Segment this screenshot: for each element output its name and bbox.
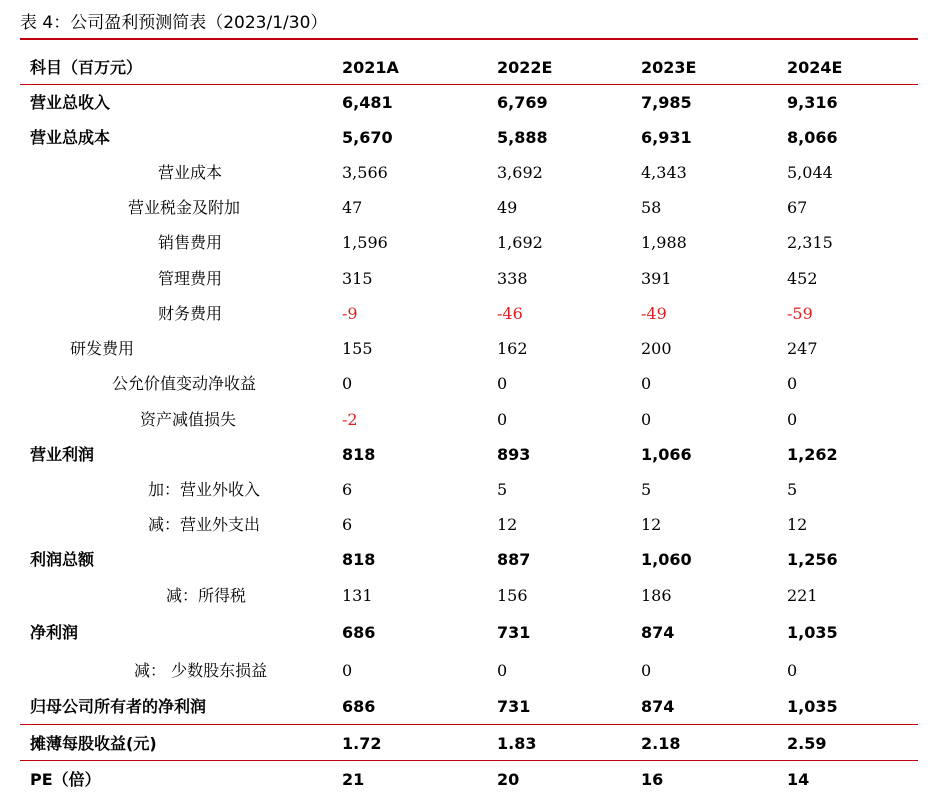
table-row: [0, 762, 938, 797]
row-value: 2.18: [641, 734, 681, 753]
row-value: -46: [497, 304, 523, 323]
row-value: 200: [641, 339, 672, 358]
table-row: [0, 296, 938, 331]
row-value: 1,692: [497, 233, 543, 252]
row-value: 1,262: [787, 445, 838, 464]
row-value: 0: [641, 374, 652, 393]
header-year: 2023E: [641, 58, 697, 77]
row-value: 5,888: [497, 128, 548, 147]
row-value: 5: [497, 480, 508, 499]
table-row: [0, 402, 938, 437]
row-value: 391: [641, 269, 672, 288]
header-year: 2022E: [497, 58, 553, 77]
row-value: 731: [497, 697, 531, 716]
table-row: [0, 615, 938, 650]
table-row: [0, 366, 938, 401]
table-row: [0, 507, 938, 542]
row-value: 893: [497, 445, 531, 464]
row-value: 818: [342, 445, 376, 464]
row-value: 12: [497, 515, 518, 534]
row-value: 0: [787, 661, 798, 680]
row-value: 1,988: [641, 233, 687, 252]
row-value: 2.59: [787, 734, 827, 753]
row-value: 818: [342, 550, 376, 569]
row-value: 12: [787, 515, 808, 534]
row-value: 4,343: [641, 163, 687, 182]
row-value: 1,035: [787, 623, 838, 642]
row-value: 5,044: [787, 163, 833, 182]
row-value: 9,316: [787, 93, 838, 112]
row-value: 6: [342, 515, 353, 534]
row-value: 874: [641, 697, 675, 716]
row-value: 5,670: [342, 128, 393, 147]
table-row: [0, 85, 938, 120]
row-label: 财务费用: [158, 304, 223, 323]
row-value: 3,566: [342, 163, 388, 182]
row-value: 16: [641, 770, 664, 789]
table-row: [0, 120, 938, 155]
table-row: [0, 155, 938, 190]
row-value: 6,481: [342, 93, 393, 112]
table-row: [0, 331, 938, 366]
row-label: 减：营业外支出: [148, 515, 261, 534]
row-value: 686: [342, 623, 376, 642]
row-value: 1.83: [497, 734, 537, 753]
row-value: 6,931: [641, 128, 692, 147]
row-value: 0: [342, 374, 353, 393]
row-value: 6: [342, 480, 353, 499]
row-label: 资产减值损失: [140, 410, 237, 429]
row-value: 0: [641, 410, 652, 429]
row-value: 0: [787, 374, 798, 393]
row-label: 营业总收入: [30, 93, 111, 112]
table-row: [0, 437, 938, 472]
table-row: [0, 225, 938, 260]
row-value: 2,315: [787, 233, 833, 252]
row-label: 减：所得税: [166, 586, 247, 605]
table-row: [0, 726, 938, 761]
row-value: 1,596: [342, 233, 388, 252]
row-value: 21: [342, 770, 365, 789]
row-value: 1,035: [787, 697, 838, 716]
header-label: 科目（百万元）: [30, 58, 143, 77]
table-title: 表 4：公司盈利预测简表（2023/1/30）: [20, 13, 328, 33]
row-label: 营业总成本: [30, 128, 111, 147]
table-row: [0, 542, 938, 577]
row-value: 0: [787, 410, 798, 429]
row-label: 销售费用: [158, 233, 223, 252]
row-value: 0: [497, 410, 508, 429]
eps-top-rule: [20, 724, 918, 725]
row-label: 营业利润: [30, 445, 95, 464]
row-value: 155: [342, 339, 373, 358]
row-label: 管理费用: [158, 269, 223, 288]
header-year: 2021A: [342, 58, 399, 77]
table-row: [0, 578, 938, 613]
row-value: 8,066: [787, 128, 838, 147]
row-value: 12: [641, 515, 662, 534]
row-value: 452: [787, 269, 818, 288]
row-value: 67: [787, 198, 808, 217]
row-label: 减： 少数股东损益: [134, 661, 268, 680]
table-row: [0, 261, 938, 296]
row-value: 3,692: [497, 163, 543, 182]
row-value: 1,060: [641, 550, 692, 569]
row-value: -49: [641, 304, 667, 323]
row-value: 1,256: [787, 550, 838, 569]
row-value: 874: [641, 623, 675, 642]
header-year: 2024E: [787, 58, 843, 77]
row-value: 0: [641, 661, 652, 680]
row-value: -2: [342, 410, 358, 429]
row-value: 186: [641, 586, 672, 605]
row-label: 公允价值变动净收益: [112, 374, 257, 393]
row-value: 156: [497, 586, 528, 605]
row-value: 5: [641, 480, 652, 499]
table-row: [0, 190, 938, 225]
row-value: 58: [641, 198, 662, 217]
row-value: 0: [497, 374, 508, 393]
row-value: 887: [497, 550, 531, 569]
row-label: 摊薄每股收益(元): [30, 734, 157, 753]
row-label: 归母公司所有者的净利润: [30, 697, 207, 716]
table-row: [0, 653, 938, 688]
row-value: -9: [342, 304, 358, 323]
table-row: [0, 472, 938, 507]
row-value: 1.72: [342, 734, 382, 753]
row-value: 14: [787, 770, 810, 789]
row-value: 5: [787, 480, 798, 499]
row-label: 加：营业外收入: [148, 480, 261, 499]
header-top-rule: [20, 38, 918, 40]
row-label: 营业成本: [158, 163, 223, 182]
row-label: 净利润: [30, 623, 79, 642]
row-value: 315: [342, 269, 373, 288]
row-value: 247: [787, 339, 818, 358]
row-value: 338: [497, 269, 528, 288]
row-label: 研发费用: [70, 339, 135, 358]
row-value: -59: [787, 304, 813, 323]
row-value: 49: [497, 198, 518, 217]
row-value: 0: [497, 661, 508, 680]
row-value: 1,066: [641, 445, 692, 464]
row-value: 221: [787, 586, 818, 605]
row-value: 686: [342, 697, 376, 716]
row-value: 6,769: [497, 93, 548, 112]
row-value: 731: [497, 623, 531, 642]
row-value: 7,985: [641, 93, 692, 112]
row-value: 0: [342, 661, 353, 680]
row-value: 47: [342, 198, 363, 217]
row-label: 利润总额: [30, 550, 95, 569]
row-label: PE（倍）: [30, 770, 101, 789]
row-value: 20: [497, 770, 520, 789]
table-row: [0, 689, 938, 724]
row-label: 营业税金及附加: [128, 198, 241, 217]
header-row: [0, 50, 938, 85]
pe-top-rule: [20, 760, 918, 761]
row-value: 162: [497, 339, 528, 358]
row-value: 131: [342, 586, 373, 605]
